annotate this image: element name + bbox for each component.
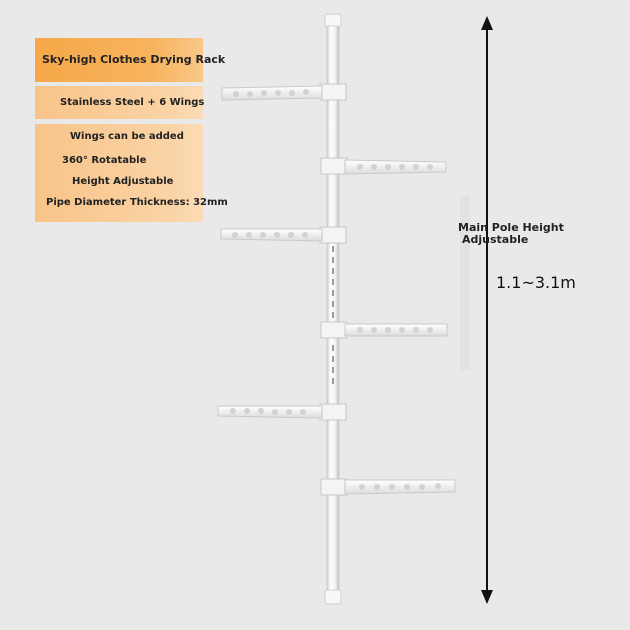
product-title: Sky-high Clothes Drying Rack <box>42 53 226 66</box>
pole-bottom-cap <box>325 590 341 604</box>
pole-height-label-line2: Adjustable <box>462 233 529 246</box>
feature-height-adjustable: Height Adjustable <box>72 176 174 187</box>
features-banner <box>35 124 228 222</box>
height-arrow <box>481 16 493 604</box>
wing-1 <box>222 84 346 100</box>
wing-2 <box>321 158 446 174</box>
height-range: 1.1~3.1m <box>496 273 576 292</box>
pole-height-label-line1: Main Pole Height <box>458 221 564 234</box>
pole-height-label <box>458 222 564 246</box>
feature-rotatable: 360° Rotatable <box>62 155 147 166</box>
wing-4 <box>321 322 447 338</box>
wing-6 <box>321 479 455 495</box>
product-title-banner <box>35 38 226 82</box>
material-banner <box>35 86 203 119</box>
feature-wings-addable: Wings can be added <box>70 131 184 142</box>
wing-3 <box>221 227 346 243</box>
material-text: Stainless Steel + 6 Wings <box>60 97 205 108</box>
feature-pipe-diameter: Pipe Diameter Thickness: 32mm <box>46 197 228 208</box>
wing-5 <box>218 404 346 420</box>
